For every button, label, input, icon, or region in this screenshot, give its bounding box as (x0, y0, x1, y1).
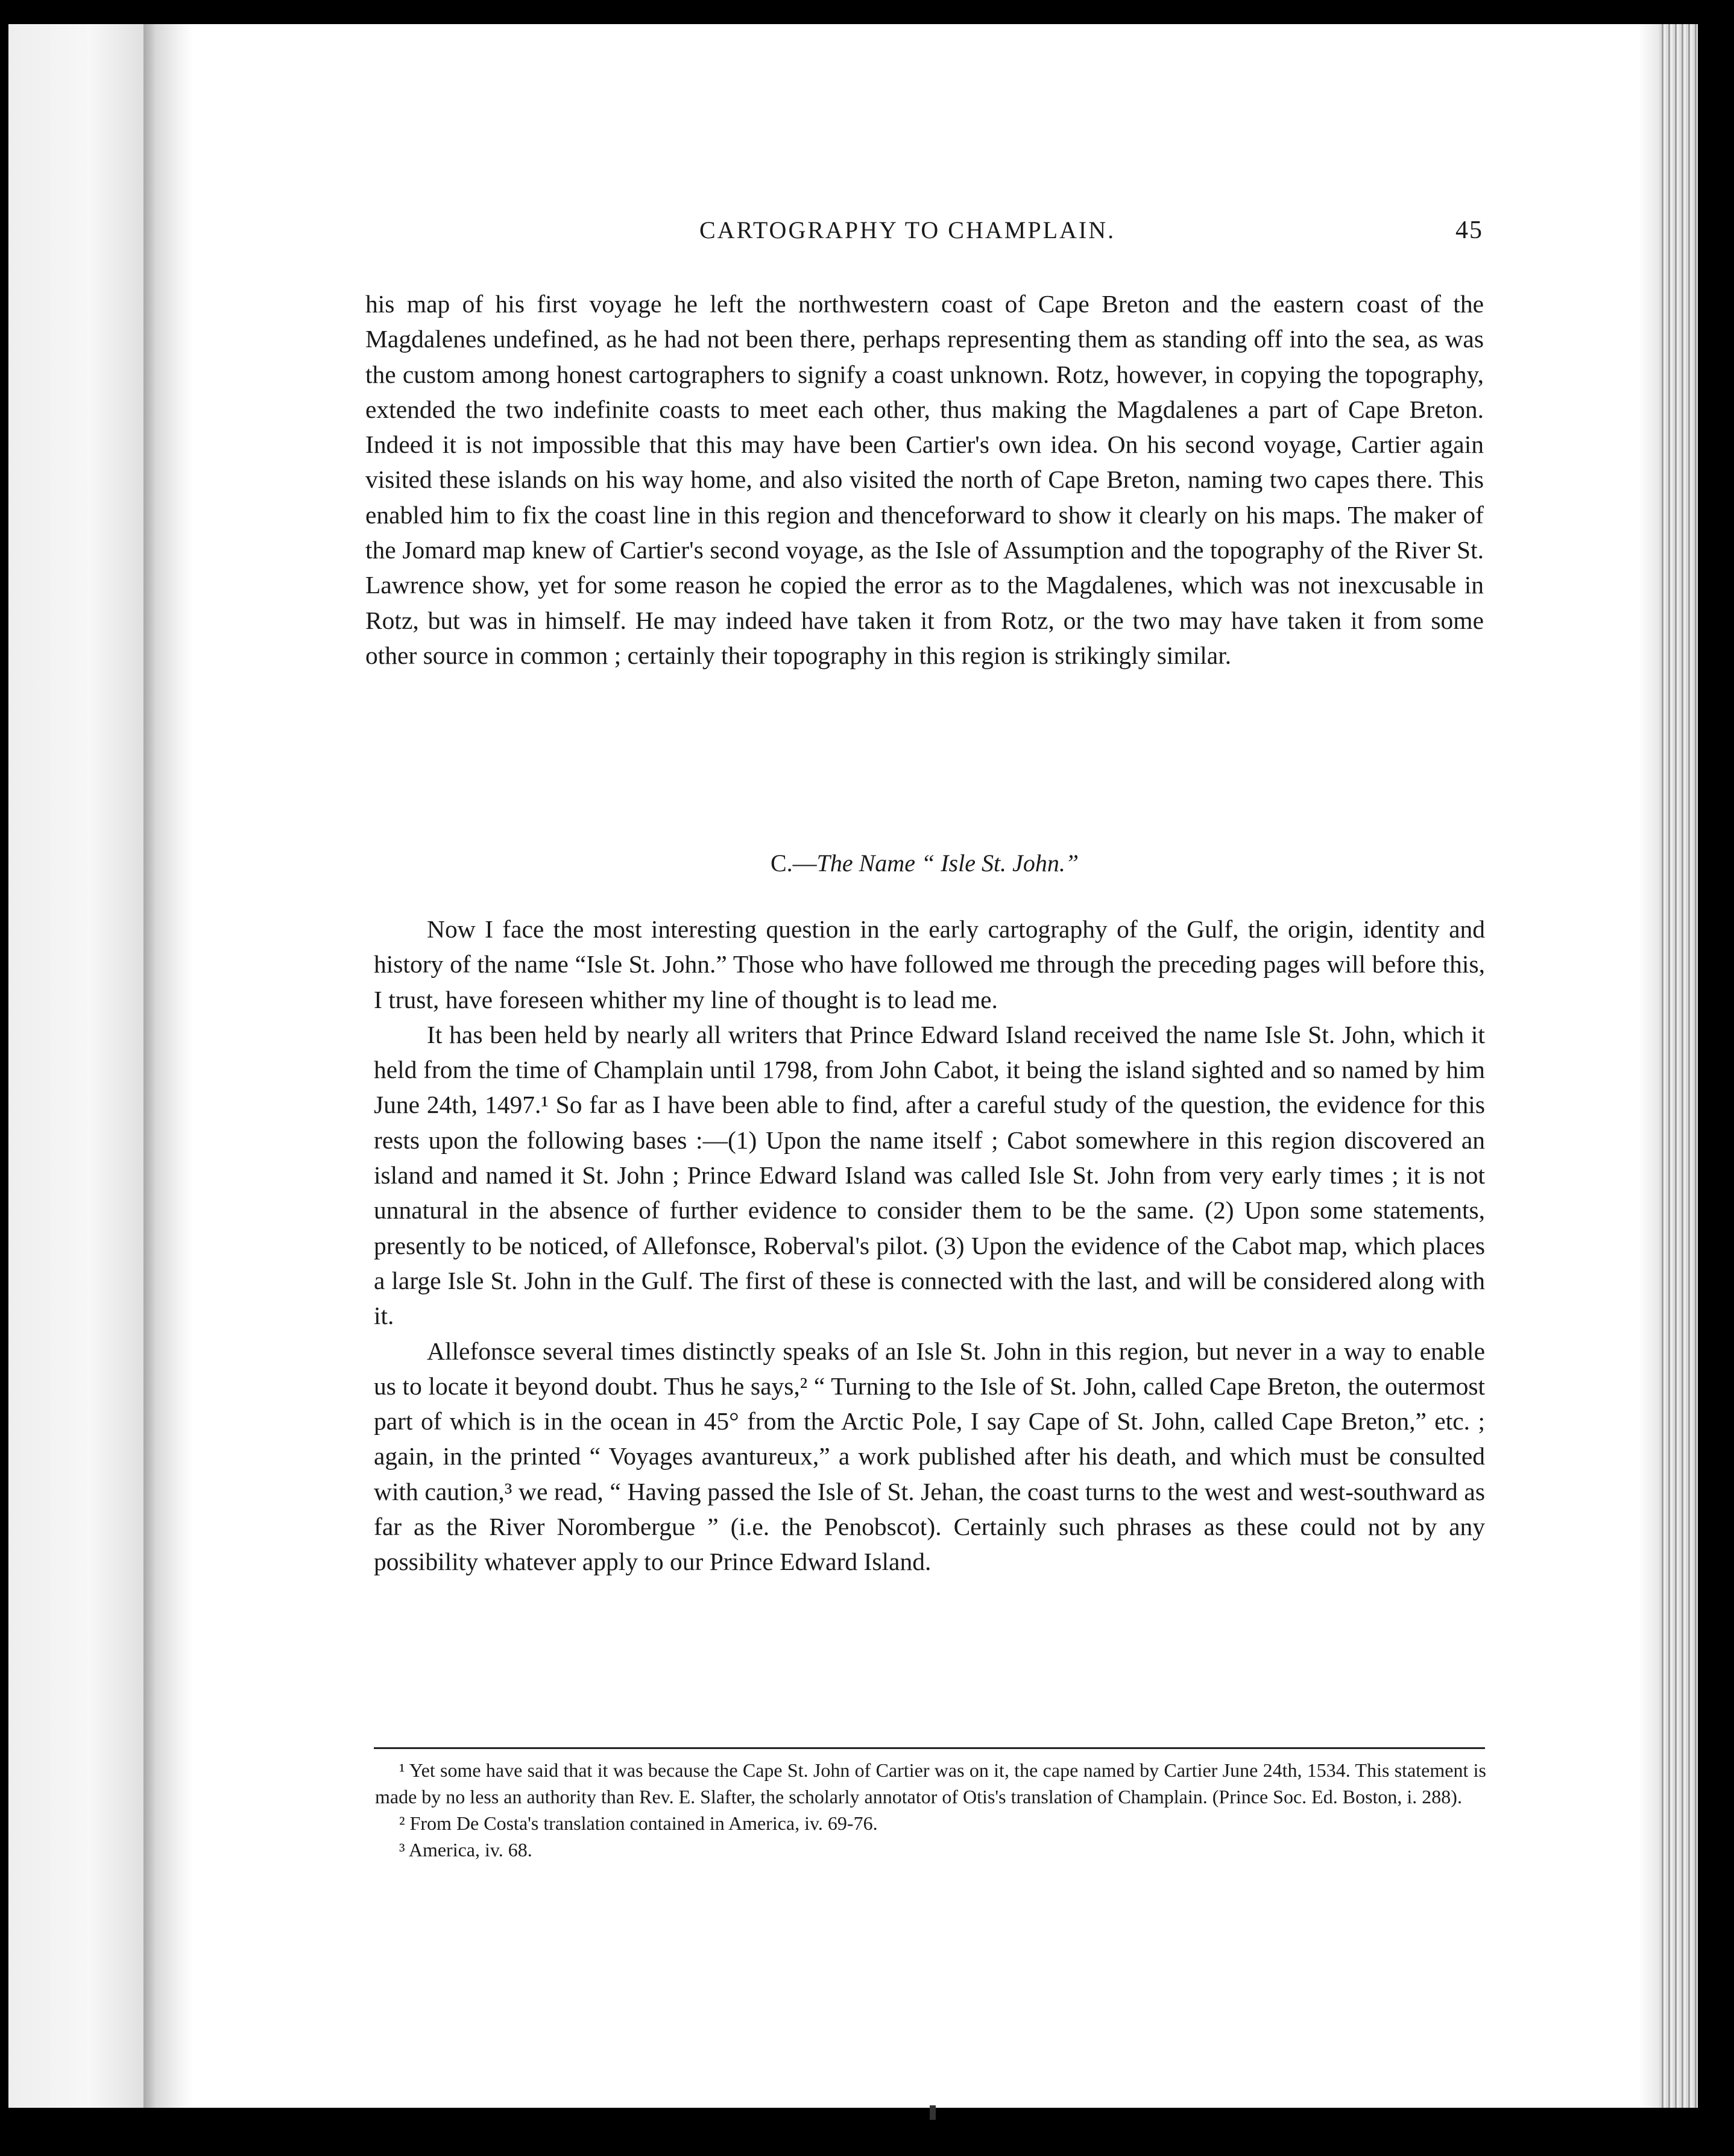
footnote: ³ America, iv. 68. (399, 1839, 532, 1861)
section-prefix: C.— (770, 849, 817, 877)
book-page-stack (1659, 24, 1698, 2108)
section-heading (365, 849, 1484, 877)
facing-page-edge (8, 24, 144, 2108)
scan-clip-mark (930, 2105, 936, 2120)
page-edge-shadow (1639, 24, 1659, 2108)
scan-border-left (0, 0, 8, 2156)
paragraph: Now I face the most interesting question in the early cartography of the Gulf, the origin, identity and history of the name “Isle St. John.” Those who have followed me through the preceding pages will before this, I trust, have foreseen whither my line of thought is to lead me. (374, 915, 1485, 1013)
scan-border-right (1698, 0, 1734, 2156)
paragraph: his map of his first voyage he left the northwestern coast of Cape Breton and the eastern coast of the Magdalenes undefined, as he had not been there, perhaps representing them as standing off into the sea, as was the custom among honest cartographers to signify a coast unknown. Rotz, however, in copying the topography, extended the two indefinite coasts to meet each other, thus making the Magdalenes a part of Cape Breton. Indeed it is not impossible that this may have been Cartier's own idea. On his second voyage, Cartier again visited these islands on his way home, and also visited the north of Cape Breton, naming two capes there. This enabled him to fix the coast line in this region and thenceforward to show it clearly on his maps. The maker of the Jomard map knew of Cartier's second voyage, as the Isle of Assumption and the topography of the River St. Lawrence show, yet for some reason he copied the error as to the Magdalenes, which was not inexcusable in Rotz, but was in himself. He may indeed have taken it from Rotz, or the two may have taken it from some other source in common ; certainly their topography in this region is strikingly similar. (365, 290, 1484, 669)
page-number: 45 (1455, 216, 1483, 244)
page-header (368, 216, 1483, 252)
section-body (374, 912, 1485, 1580)
footnotes (375, 1757, 1486, 1863)
continued-paragraph (365, 286, 1484, 673)
paragraph: Allefonsce several times distinctly speaks of an Isle St. John in this region, but never in a way to enable us to locate it beyond doubt. Thus he says,² “ Turning to the Isle of St. John, called Cape Breton, the outermost part of which is in the ocean in 45° from the Arctic Pole, I say Cape of St. John, called Cape Breton,” etc. ; again, in the printed “ Voyages avantureux,” a work published after his death, and which must be consulted with caution,³ we read, “ Having passed the Isle of St. Jehan, the coast turns to the west and west-southward as far as the River Norombergue ” (i.e. the Penobscot). Certainly such phrases as these could not by any possibility whatever apply to our Prince Edward Island. (374, 1337, 1485, 1576)
footnote: ¹ Yet some have said that it was because the Cape St. John of Cartier was on it, the cape named by Cartier June 24th, 1534. This statement is made by no less an authority than Rev. E. Slafter, the scholarly annotator of Otis's translation of Champlain. (Prince Soc. Ed. Boston, i. 288). (375, 1759, 1486, 1808)
section-title: The Name “ Isle St. John.” (816, 849, 1079, 877)
running-title: CARTOGRAPHY TO CHAMPLAIN. (699, 216, 1116, 244)
book-gutter (143, 24, 193, 2108)
footnote-divider (374, 1747, 1485, 1749)
footnote: ² From De Costa's translation contained in America, iv. 69-76. (399, 1812, 878, 1834)
scan-border-top (0, 0, 1734, 24)
scan-border-bottom (0, 2108, 1734, 2156)
paragraph: It has been held by nearly all writers that Prince Edward Island received the name Isle St. John, which it held from the time of Champlain until 1798, from John Cabot, it being the island sighted and so named by him June 24th, 1497.¹ So far as I have been able to find, after a careful study of the question, the evidence for this rests upon the following bases :—(1) Upon the name itself ; Cabot somewhere in this region discovered an island and named it St. John ; Prince Edward Island was called Isle St. John from very early times ; it is not unnatural in the absence of further evidence to consider them to be the same. (2) Upon some statements, presently to be noticed, of Allefonsce, Roberval's pilot. (3) Upon the evidence of the Cabot map, which places a large Isle St. John in the Gulf. The first of these is connected with the last, and will be considered along with it. (374, 1020, 1485, 1330)
